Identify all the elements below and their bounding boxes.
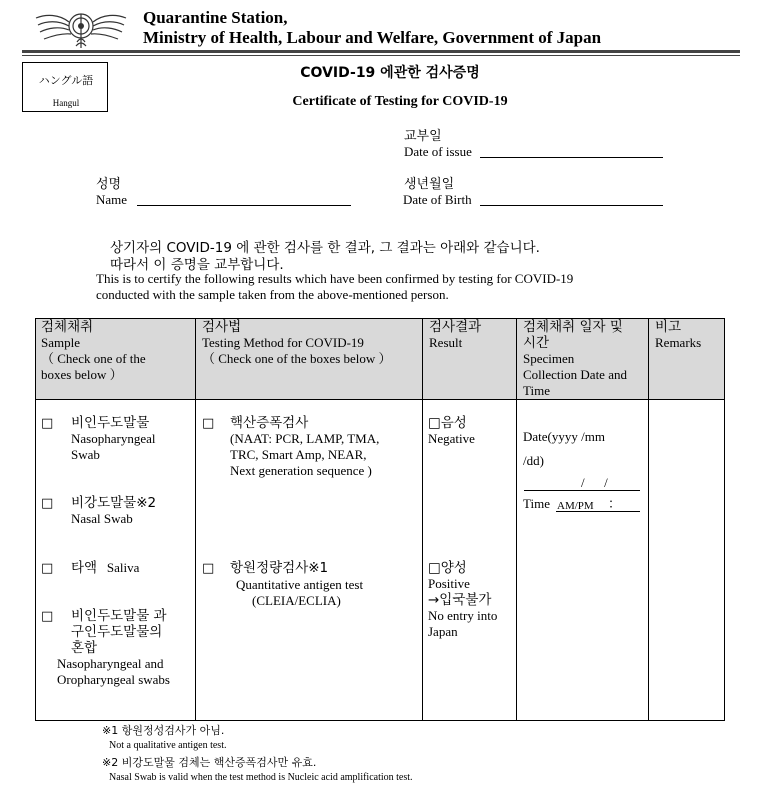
note-2-en: Nasal Swab is valid when the test method is Nucleic acid amplification test. <box>109 772 413 783</box>
date-of-birth-field[interactable] <box>480 205 663 206</box>
checkbox-saliva[interactable]: □ <box>41 561 54 576</box>
collection-time-field[interactable] <box>556 511 640 512</box>
date-of-issue-label-en: Date of issue <box>404 144 472 159</box>
date-of-issue-field[interactable] <box>480 157 663 158</box>
org-name-line2: Ministry of Health, Labour and Welfare, Government of Japan <box>143 28 602 47</box>
title-english: Certificate of Testing for COVID-19 <box>292 94 508 109</box>
header-method: 검사법 Testing Method for COVID-19 （ Check one of the boxes below ） <box>202 319 392 366</box>
header-collection-date: 검체채취 일자 및 시간 Specimen Collection Date and Time <box>523 319 627 398</box>
sample-option-mixed <box>41 608 53 625</box>
sample-label-mixed: 비인두도말물 과 구인두도말물의 혼합 <box>71 608 167 656</box>
sample-label-saliva: 타액 Saliva <box>71 560 140 576</box>
date-of-issue-label-kr: 교부일 <box>404 129 442 144</box>
method-label-antigen-en: Quantitative antigen test (CLEIA/ECLIA) <box>236 577 364 608</box>
header-sample: 검체채취 Sample （ Check one of the boxes below ） <box>41 319 146 382</box>
method-label-antigen: 항원정량검사※1 <box>230 560 329 576</box>
note-1-en: Not a qualitative antigen test. <box>109 740 227 751</box>
checkbox-naat[interactable]: □ <box>202 416 215 431</box>
table-col-divider <box>195 318 196 721</box>
table-border-left <box>35 318 36 721</box>
title-korean: COVID-19 에관한 검사증명 <box>300 65 480 81</box>
date-of-birth-label-en: Date of Birth <box>403 192 472 207</box>
statement-en-line1: This is to certify the following results which have been confirmed by testing for COVID-19 <box>96 271 574 286</box>
collection-date-slashes: / / <box>581 475 608 490</box>
header-rule <box>22 50 740 53</box>
table-col-divider <box>648 318 649 721</box>
name-label-kr: 성명 <box>96 177 122 192</box>
quarantine-emblem-icon <box>34 6 128 50</box>
org-name-line1: Quarantine Station, <box>143 8 288 27</box>
results-table <box>35 318 725 721</box>
sample-label-mixed-en: Nasopharyngeal and Oropharyngeal swabs <box>57 656 170 687</box>
sample-option-nasal <box>41 495 53 512</box>
collection-date-field[interactable] <box>524 490 640 491</box>
sample-label-nasal: 비강도말물※2 Nasal Swab <box>71 495 157 526</box>
collection-time-ampm: AM/PM <box>557 500 594 512</box>
collection-time-colon: ： <box>608 496 622 511</box>
name-label-en: Name <box>96 192 128 207</box>
language-box <box>22 62 108 112</box>
method-option-naat <box>202 415 214 432</box>
table-border-bottom <box>35 720 725 721</box>
table-col-divider <box>516 318 517 721</box>
result-negative[interactable]: □음성 Negative <box>428 415 475 446</box>
note-1-kr: ※1 항원정성검사가 아님. <box>102 724 225 737</box>
sample-label-nasopharyngeal: 비인두도말물 Nasopharyngeal Swab <box>71 415 156 462</box>
checkbox-antigen[interactable]: □ <box>202 561 215 576</box>
checkbox-nasal-swab[interactable]: □ <box>41 496 54 511</box>
checkbox-nasopharyngeal[interactable]: □ <box>41 416 54 431</box>
language-native-label: ハングル語 <box>38 74 94 87</box>
language-english-label: Hangul <box>52 98 80 108</box>
header-remarks: 비고 Remarks <box>655 319 702 350</box>
header-result: 검사결과 Result <box>429 319 482 350</box>
statement-kr-line1: 상기자의 COVID-19 에 관한 검사를 한 결과, 그 결과는 아래와 같습니다. <box>110 240 540 256</box>
sample-option-saliva <box>41 560 53 577</box>
method-option-antigen <box>202 560 214 577</box>
sample-option-nasopharyngeal <box>41 415 53 432</box>
note-2-kr: ※2 비강도말물 검체는 핵산증폭검사만 유효. <box>102 756 317 769</box>
collection-date-label-cont: /dd) <box>523 453 544 468</box>
method-label-naat: 핵산증폭검사 (NAAT: PCR, LAMP, TMA, TRC, Smart Amp, NEAR, Next generation sequence ) <box>230 415 380 478</box>
checkbox-mixed-swabs[interactable]: □ <box>41 609 54 624</box>
header-rule-thin <box>22 55 740 56</box>
statement-kr-line2: 따라서 이 증명을 교부합니다. <box>110 257 284 273</box>
table-header-divider <box>35 399 725 400</box>
statement-en-line2: conducted with the sample taken from the above-mentioned person. <box>96 287 449 302</box>
name-field[interactable] <box>137 205 351 206</box>
collection-time-label: Time <box>523 496 550 511</box>
table-border-right <box>724 318 725 721</box>
result-positive[interactable]: □양성 Positive →입국불가 No entry into Japan <box>428 560 498 639</box>
table-col-divider <box>422 318 423 721</box>
date-of-birth-label-kr: 생년월일 <box>404 177 455 192</box>
collection-date-label: Date(yyyy /mm <box>523 429 605 444</box>
